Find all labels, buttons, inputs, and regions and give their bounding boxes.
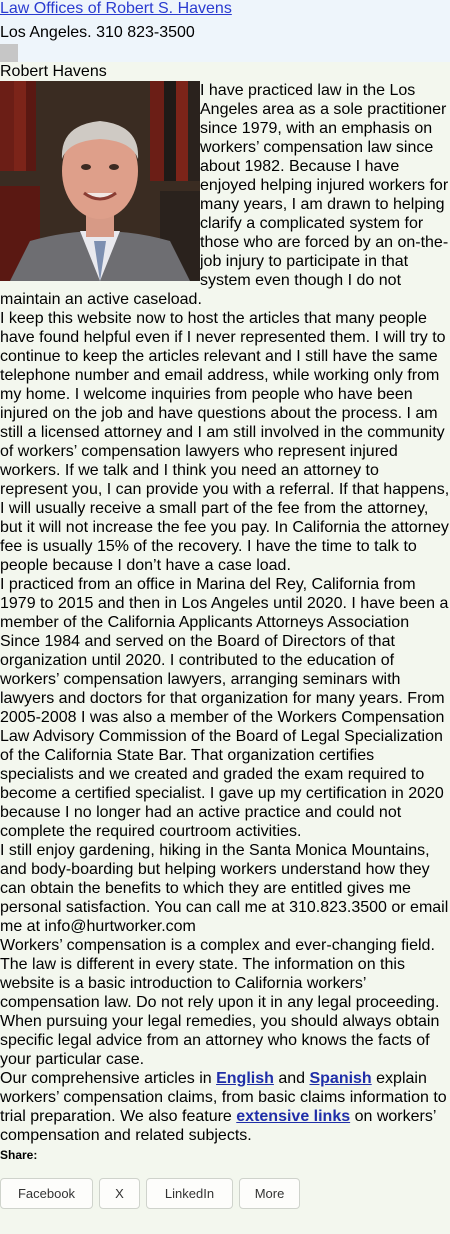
share-x-button[interactable]: X [99, 1178, 140, 1209]
site-header [0, 0, 450, 62]
share-linkedin-button[interactable]: LinkedIn [146, 1178, 233, 1209]
share-label: Share: [0, 1148, 38, 1162]
english-articles-link[interactable]: English [216, 1070, 274, 1087]
author-name: Robert Havens [0, 63, 107, 80]
career-paragraph: I practiced from an office in Marina del Rey, California from 1979 to 2015 and then in Los Angeles until 2020. I have been a member of the California Applicants Attorneys Association Since 1984 and served on the Board of Directors of that organization until 2020. I contributed to the education of workers’ compensation lawyers, arranging seminars with lawyers and doctors for that organization for many years. From 2005-2008 I was also a member of the Workers Compensation Law Advisory Commission of the Board of Legal Specialization of the California State Bar. That organization certifies specialists and we created and graded the exam required to become a certified specialist. I gave up my certification in 2020 because I no longer had an active practice and could not complete the required courtroom activities. [0, 576, 449, 840]
articles-text-before: Our comprehensive articles in [0, 1070, 217, 1087]
main-content [0, 62, 450, 1209]
extensive-links-link[interactable]: extensive links [236, 1108, 351, 1125]
share-facebook-button[interactable]: Facebook [0, 1178, 93, 1209]
share-more-button[interactable]: More [239, 1178, 300, 1209]
site-title-link[interactable]: Law Offices of Robert S. Havens [0, 0, 232, 17]
personal-paragraph: I still enjoy gardening, hiking in the Santa Monica Mountains, and body-boarding but helping workers understand how they can obtain the benefits to which they are entitled gives me personal satisfaction. You can call me at 310.823.3500 or email me at info@hurtworker.com [0, 842, 449, 935]
site-tagline: Los Angeles. 310 823-3500 [0, 24, 195, 41]
intro-paragraph: I have practiced law in the Los Angeles area as a sole practitioner since 1979, with an emphasis on workers’ compensation law since about 1982. Because I have enjoyed helping injured workers for many years, I am drawn to helping clarify a complicated system for those who are forced by an on-the-job injury to participate in that system even though I do not maintain an active caseload. [0, 82, 449, 308]
menu-toggle-button[interactable] [0, 44, 18, 62]
portrait-image [0, 81, 200, 281]
website-paragraph: I keep this website now to host the articles that many people have found helpful even if I never represented them. I will try to continue to keep the articles relevant and I still have the same telephone number and email address, while working only from my home. I welcome inquiries from people who have been injured on the job and have questions about the process. I am still a licensed attorney and I am still involved in the community of workers’ compensation lawyers who represent injured workers. If we talk and I think you need an attorney to represent you, I can provide you with a referral. If that happens, I will usually receive a small part of the fee from the attorney, but it will not increase the fee you pay. In California the attorney fee is usually 15% of the recovery. I have the time to talk to people because I don’t have a case load. [0, 310, 450, 574]
share-buttons [0, 1178, 450, 1209]
articles-text-and: and [273, 1070, 310, 1087]
articles-text-after: on workers’ compensation and related subjects. [0, 1108, 436, 1144]
articles-text-middle: explain workers’ compensation claims, from basic claims information to trial preparation. We also feature [0, 1070, 447, 1125]
disclaimer-paragraph: Workers’ compensation is a complex and ever-changing field. The law is different in every state. The information on this website is a basic introduction to California workers’ compensation law. Do not rely upon it in any legal proceeding. When pursuing your legal remedies, you should always obtain specific legal advice from an attorney who knows the facts of your particular case. [0, 937, 440, 1068]
spanish-articles-link[interactable]: Spanish [309, 1070, 372, 1087]
articles-paragraph [0, 1069, 450, 1145]
author-portrait [0, 81, 200, 281]
